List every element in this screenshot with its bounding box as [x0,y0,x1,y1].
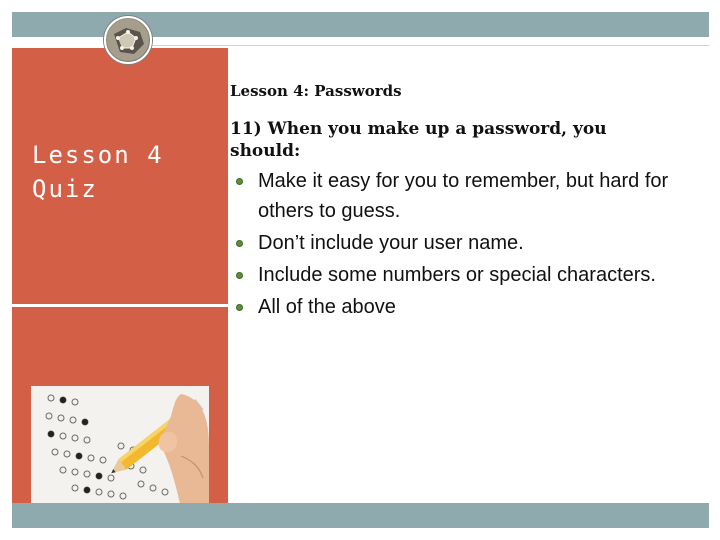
answer-sheet-illustration [31,386,209,508]
top-divider [142,45,709,46]
answer-option [230,292,670,322]
slide-title-line-1: Lesson 4 [32,141,164,169]
panel-divider [12,304,228,307]
slide-title-line-2: Quiz [32,175,98,203]
network-globe-icon [104,16,152,64]
answer-option-text: Include some numbers or special characters. [258,264,656,286]
slide-title [32,138,164,206]
answer-option [230,260,670,290]
question-text: 11) When you make up a password, you should: [230,119,607,161]
title-panel [12,48,228,503]
answer-option-text: Make it easy for you to remember, but hard for others to guess. [258,170,669,222]
answer-option-text: Don’t include your user name. [258,232,524,254]
bullet-icon [236,178,243,185]
answer-option [230,228,670,258]
quiz-content [230,82,670,324]
answer-option-text: All of the above [258,296,396,318]
answer-sheet-photo [31,386,209,508]
lesson-label: Lesson 4: Passwords [230,82,402,100]
answer-options [230,166,670,322]
bullet-icon [236,240,243,247]
answer-option [230,166,670,226]
bottom-bar [12,503,709,528]
bullet-icon [236,304,243,311]
bullet-icon [236,272,243,279]
